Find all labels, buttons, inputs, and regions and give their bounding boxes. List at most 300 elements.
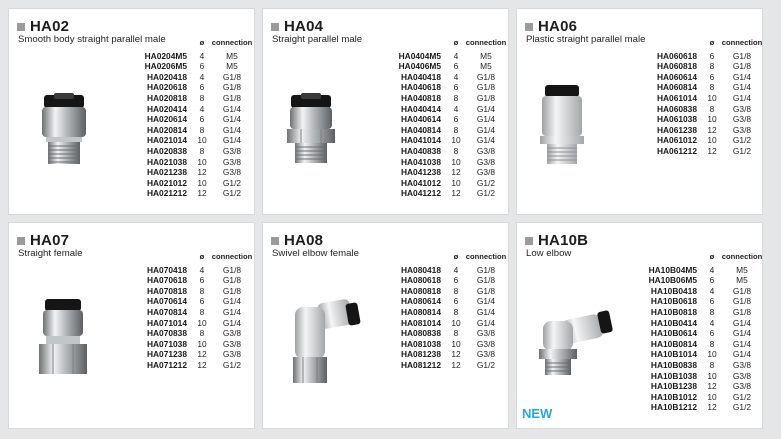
spec-table <box>117 38 253 199</box>
part-number-cell: HA040418 <box>400 71 441 82</box>
table-row <box>371 318 507 329</box>
product-panel-ha02 <box>8 8 255 215</box>
diameter-cell: 6 <box>453 82 459 93</box>
table-row <box>627 286 763 297</box>
connection-cell: G1/2 <box>476 359 496 370</box>
connection-cell: G3/8 <box>476 156 496 167</box>
part-number-cell: HA060614 <box>656 71 697 82</box>
connection-cell: M5 <box>736 275 748 286</box>
connection-cell: G1/4 <box>222 124 242 135</box>
table-row <box>627 51 763 62</box>
new-badge: NEW <box>522 406 553 421</box>
table-row <box>371 72 507 83</box>
product-code: HA06 <box>538 18 578 35</box>
connection-cell: G1/8 <box>732 296 752 307</box>
table-row <box>117 339 253 350</box>
table-row <box>117 318 253 329</box>
diameter-cell: 6 <box>199 82 205 93</box>
diameter-cell: 12 <box>451 167 461 178</box>
diameter-cell: 6 <box>199 114 205 125</box>
product-panel-ha04 <box>262 8 509 215</box>
table-row <box>627 360 763 371</box>
table-row <box>627 104 763 115</box>
product-panel-ha10b <box>516 222 763 429</box>
part-number-cell: HA020818 <box>146 92 187 103</box>
diameter-cell: 10 <box>707 135 717 146</box>
part-number-cell: HA071238 <box>146 349 187 360</box>
diameter-cell: 8 <box>709 359 715 370</box>
connection-cell: G1/4 <box>732 338 752 349</box>
table-row <box>627 82 763 93</box>
connection-cell: G3/8 <box>732 103 752 114</box>
connection-cell: G3/8 <box>732 124 752 135</box>
diameter-cell: 4 <box>199 103 205 114</box>
part-number-cell: HA061014 <box>656 92 697 103</box>
diameter-cell: 8 <box>453 285 459 296</box>
connection-cell: G1/4 <box>222 135 242 146</box>
part-number-cell: HA10B1014 <box>650 349 697 360</box>
connection-cell: G1/2 <box>732 402 752 413</box>
connection-header: connection <box>721 252 763 261</box>
diameter-cell: 4 <box>453 50 459 61</box>
diameter-header: ø <box>453 38 459 47</box>
connection-cell: G1/8 <box>732 306 752 317</box>
table-row <box>627 72 763 83</box>
diameter-cell: 4 <box>709 317 715 328</box>
diameter-cell: 8 <box>709 61 715 72</box>
connection-cell: G1/4 <box>222 103 242 114</box>
part-number-cell: HA10B0418 <box>650 285 697 296</box>
product-title: Straight female <box>18 248 83 259</box>
part-number-cell: HA071038 <box>146 338 187 349</box>
diameter-cell: 4 <box>453 264 459 275</box>
part-number-cell: HA10B0614 <box>650 328 697 339</box>
table-row <box>627 135 763 146</box>
part-number-cell: HA040818 <box>400 92 441 103</box>
connection-cell: G3/8 <box>222 349 242 360</box>
diameter-cell: 8 <box>709 103 715 114</box>
product-title: Swivel elbow female <box>272 248 359 259</box>
diameter-cell: 4 <box>453 103 459 114</box>
connection-cell: G3/8 <box>732 370 752 381</box>
straight-male-fitting-image <box>34 91 94 171</box>
diameter-cell: 10 <box>451 177 461 188</box>
connection-cell: G1/8 <box>222 275 242 286</box>
table-row <box>117 349 253 360</box>
table-row <box>371 167 507 178</box>
connection-cell: G1/8 <box>732 285 752 296</box>
part-number-cell: HA021238 <box>146 167 187 178</box>
table-row <box>371 146 507 157</box>
product-panel-ha08 <box>262 222 509 429</box>
table-row <box>627 371 763 382</box>
diameter-cell: 10 <box>451 135 461 146</box>
part-number-cell: HA070818 <box>146 285 187 296</box>
table-row <box>627 402 763 413</box>
part-number-cell: HA041238 <box>400 167 441 178</box>
table-row <box>371 93 507 104</box>
connection-cell: G1/2 <box>732 391 752 402</box>
spec-table <box>117 252 253 371</box>
table-row <box>117 296 253 307</box>
diameter-cell: 10 <box>197 317 207 328</box>
part-number-cell: HA020414 <box>146 103 187 114</box>
part-number-cell: HA020418 <box>146 71 187 82</box>
part-number-cell: HA060814 <box>656 82 697 93</box>
connection-cell: G3/8 <box>476 145 496 156</box>
table-row <box>117 178 253 189</box>
table-row <box>627 146 763 157</box>
part-number-cell: HA10B06M5 <box>648 275 697 286</box>
connection-cell: G3/8 <box>476 328 496 339</box>
connection-cell: G3/8 <box>732 359 752 370</box>
part-number-cell: HA10B0414 <box>650 317 697 328</box>
connection-cell: G1/8 <box>222 82 242 93</box>
connection-header: connection <box>211 252 253 261</box>
part-number-cell: HA041212 <box>400 188 441 199</box>
product-code: HA10B <box>538 232 589 249</box>
table-row <box>627 392 763 403</box>
table-row <box>371 275 507 286</box>
part-number-cell: HA081038 <box>400 338 441 349</box>
part-number-cell: HA081238 <box>400 349 441 360</box>
product-code: HA02 <box>30 18 70 35</box>
connection-cell: G1/4 <box>732 317 752 328</box>
table-row <box>371 61 507 72</box>
diameter-cell: 12 <box>707 124 717 135</box>
diameter-cell: 8 <box>199 92 205 103</box>
spec-table <box>371 252 507 371</box>
part-number-cell: HA10B1238 <box>650 381 697 392</box>
connection-cell: G3/8 <box>476 167 496 178</box>
connection-cell: G1/8 <box>476 275 496 286</box>
connection-header: connection <box>465 252 507 261</box>
product-title: Smooth body straight parallel male <box>18 34 166 45</box>
diameter-cell: 8 <box>453 124 459 135</box>
diameter-header: ø <box>709 38 715 47</box>
diameter-cell: 4 <box>709 264 715 275</box>
part-number-cell: HA061238 <box>656 124 697 135</box>
diameter-cell: 8 <box>709 82 715 93</box>
connection-cell: M5 <box>480 61 492 72</box>
diameter-cell: 10 <box>707 92 717 103</box>
plastic-straight-fitting-image <box>532 81 592 171</box>
diameter-cell: 6 <box>709 296 715 307</box>
table-row <box>117 146 253 157</box>
diameter-header: ø <box>199 38 205 47</box>
table-row <box>117 157 253 168</box>
table-row <box>117 82 253 93</box>
part-number-cell: HA080618 <box>400 275 441 286</box>
diameter-cell: 6 <box>453 275 459 286</box>
part-number-cell: HA10B0838 <box>650 359 697 370</box>
diameter-cell: 6 <box>199 61 205 72</box>
part-number-cell: HA070838 <box>146 328 187 339</box>
connection-cell: G1/2 <box>732 135 752 146</box>
part-number-cell: HA020838 <box>146 145 187 156</box>
connection-cell: G1/8 <box>476 285 496 296</box>
swivel-elbow-fitting-image <box>281 293 371 393</box>
connection-cell: G1/8 <box>732 50 752 61</box>
connection-cell: G1/4 <box>476 296 496 307</box>
part-number-cell: HA040614 <box>400 114 441 125</box>
bullet-square-icon <box>525 23 533 31</box>
table-row <box>371 349 507 360</box>
part-number-cell: HA061212 <box>656 145 697 156</box>
diameter-cell: 6 <box>453 296 459 307</box>
diameter-cell: 6 <box>709 328 715 339</box>
part-number-cell: HA10B0818 <box>650 306 697 317</box>
diameter-cell: 10 <box>707 391 717 402</box>
table-row <box>371 51 507 62</box>
connection-cell: G1/8 <box>222 285 242 296</box>
diameter-cell: 12 <box>451 359 461 370</box>
bullet-square-icon <box>271 23 279 31</box>
table-row <box>117 275 253 286</box>
diameter-cell: 8 <box>709 338 715 349</box>
connection-cell: G1/8 <box>222 92 242 103</box>
connection-header: connection <box>721 38 763 47</box>
connection-cell: G3/8 <box>222 167 242 178</box>
diameter-cell: 8 <box>453 306 459 317</box>
part-number-cell: HA10B1038 <box>650 370 697 381</box>
table-row <box>371 296 507 307</box>
part-number-cell: HA021012 <box>146 177 187 188</box>
diameter-cell: 8 <box>199 285 205 296</box>
diameter-cell: 10 <box>451 317 461 328</box>
part-number-cell: HA071014 <box>146 317 187 328</box>
part-number-cell: HA061012 <box>656 135 697 146</box>
table-row <box>627 61 763 72</box>
table-row <box>117 328 253 339</box>
diameter-cell: 8 <box>199 145 205 156</box>
diameter-cell: 6 <box>709 50 715 61</box>
part-number-cell: HA040814 <box>400 124 441 135</box>
table-row <box>371 265 507 276</box>
table-row <box>627 296 763 307</box>
part-number-cell: HA021038 <box>146 156 187 167</box>
part-number-cell: HA070814 <box>146 306 187 317</box>
diameter-cell: 10 <box>451 156 461 167</box>
connection-cell: G1/2 <box>476 188 496 199</box>
diameter-cell: 10 <box>197 177 207 188</box>
diameter-cell: 4 <box>199 50 205 61</box>
diameter-cell: 8 <box>199 124 205 135</box>
part-number-cell: HA020618 <box>146 82 187 93</box>
table-row <box>117 93 253 104</box>
table-row <box>627 381 763 392</box>
table-row <box>627 328 763 339</box>
connection-cell: G1/4 <box>732 82 752 93</box>
part-number-cell: HA0404M5 <box>398 50 441 61</box>
product-title: Low elbow <box>526 248 572 259</box>
table-row <box>371 135 507 146</box>
table-row <box>627 318 763 329</box>
table-row <box>117 307 253 318</box>
straight-male-hex-fitting-image <box>281 91 341 171</box>
diameter-header: ø <box>199 252 205 261</box>
part-number-cell: HA070614 <box>146 296 187 307</box>
low-elbow-fitting-image <box>535 301 625 381</box>
bullet-square-icon <box>17 23 25 31</box>
part-number-cell: HA0406M5 <box>398 61 441 72</box>
table-row <box>627 275 763 286</box>
table-row <box>371 178 507 189</box>
connection-cell: G1/8 <box>476 82 496 93</box>
connection-cell: G3/8 <box>732 114 752 125</box>
connection-cell: G3/8 <box>222 328 242 339</box>
table-row <box>117 188 253 199</box>
diameter-cell: 12 <box>197 359 207 370</box>
connection-cell: M5 <box>736 264 748 275</box>
part-number-cell: HA060618 <box>656 50 697 61</box>
part-number-cell: HA080838 <box>400 328 441 339</box>
part-number-cell: HA0204M5 <box>144 50 187 61</box>
table-row <box>371 125 507 136</box>
diameter-cell: 10 <box>707 114 717 125</box>
spec-table <box>371 38 507 199</box>
part-number-cell: HA10B1012 <box>650 391 697 402</box>
table-row <box>371 114 507 125</box>
table-row <box>627 349 763 360</box>
table-row <box>371 286 507 297</box>
connection-cell: G1/8 <box>476 264 496 275</box>
table-row <box>117 286 253 297</box>
diameter-cell: 10 <box>707 349 717 360</box>
connection-cell: G3/8 <box>476 349 496 360</box>
part-number-cell: HA060838 <box>656 103 697 114</box>
table-row <box>117 360 253 371</box>
diameter-cell: 6 <box>709 275 715 286</box>
part-number-cell: HA060818 <box>656 61 697 72</box>
diameter-cell: 4 <box>709 285 715 296</box>
connection-cell: G1/8 <box>732 61 752 72</box>
diameter-cell: 8 <box>199 306 205 317</box>
connection-cell: G1/4 <box>476 306 496 317</box>
table-row <box>117 51 253 62</box>
part-number-cell: HA10B0814 <box>650 338 697 349</box>
part-number-cell: HA040414 <box>400 103 441 114</box>
table-row <box>371 328 507 339</box>
part-number-cell: HA061038 <box>656 114 697 125</box>
table-row <box>117 135 253 146</box>
table-row <box>627 114 763 125</box>
connection-cell: G1/2 <box>222 177 242 188</box>
diameter-header: ø <box>453 252 459 261</box>
connection-cell: G1/8 <box>222 71 242 82</box>
table-row <box>627 339 763 350</box>
bullet-square-icon <box>271 237 279 245</box>
connection-cell: M5 <box>480 50 492 61</box>
part-number-cell: HA080418 <box>400 264 441 275</box>
connection-header: connection <box>465 38 507 47</box>
part-number-cell: HA10B1212 <box>650 402 697 413</box>
connection-cell: G1/4 <box>476 114 496 125</box>
table-row <box>117 167 253 178</box>
connection-cell: G1/2 <box>476 177 496 188</box>
part-number-cell: HA080614 <box>400 296 441 307</box>
diameter-cell: 4 <box>199 71 205 82</box>
table-row <box>117 125 253 136</box>
product-code: HA08 <box>284 232 324 249</box>
connection-cell: G1/2 <box>222 188 242 199</box>
diameter-cell: 8 <box>709 306 715 317</box>
connection-cell: M5 <box>226 50 238 61</box>
diameter-cell: 10 <box>197 135 207 146</box>
diameter-cell: 10 <box>707 370 717 381</box>
product-code: HA04 <box>284 18 324 35</box>
diameter-cell: 12 <box>707 145 717 156</box>
diameter-cell: 8 <box>453 145 459 156</box>
connection-cell: G1/4 <box>732 328 752 339</box>
connection-cell: G1/2 <box>222 359 242 370</box>
product-panel-ha07 <box>8 222 255 429</box>
diameter-cell: 12 <box>451 188 461 199</box>
part-number-cell: HA040618 <box>400 82 441 93</box>
diameter-header: ø <box>709 252 715 261</box>
table-row <box>627 125 763 136</box>
part-number-cell: HA041012 <box>400 177 441 188</box>
connection-cell: G1/8 <box>476 92 496 103</box>
product-title: Plastic straight parallel male <box>526 34 646 45</box>
table-row <box>627 93 763 104</box>
diameter-cell: 6 <box>199 275 205 286</box>
diameter-cell: 12 <box>707 381 717 392</box>
diameter-cell: 6 <box>199 296 205 307</box>
connection-cell: G1/4 <box>476 135 496 146</box>
diameter-cell: 12 <box>197 167 207 178</box>
table-row <box>371 360 507 371</box>
spec-table <box>627 252 763 413</box>
diameter-cell: 10 <box>451 338 461 349</box>
bullet-square-icon <box>17 237 25 245</box>
connection-cell: G1/8 <box>222 264 242 275</box>
diameter-cell: 12 <box>707 402 717 413</box>
connection-cell: G1/4 <box>222 296 242 307</box>
table-row <box>371 188 507 199</box>
diameter-cell: 8 <box>199 328 205 339</box>
connection-cell: G1/4 <box>732 71 752 82</box>
product-code: HA07 <box>30 232 70 249</box>
part-number-cell: HA081212 <box>400 359 441 370</box>
part-number-cell: HA021014 <box>146 135 187 146</box>
diameter-cell: 8 <box>453 328 459 339</box>
table-row <box>371 339 507 350</box>
part-number-cell: HA020814 <box>146 124 187 135</box>
connection-header: connection <box>211 38 253 47</box>
diameter-cell: 6 <box>453 61 459 72</box>
connection-cell: G3/8 <box>222 145 242 156</box>
part-number-cell: HA070618 <box>146 275 187 286</box>
diameter-cell: 6 <box>453 114 459 125</box>
straight-female-fitting-image <box>33 295 93 385</box>
connection-cell: G3/8 <box>222 156 242 167</box>
connection-cell: G1/4 <box>222 306 242 317</box>
diameter-cell: 10 <box>197 338 207 349</box>
diameter-cell: 4 <box>199 264 205 275</box>
part-number-cell: HA041038 <box>400 156 441 167</box>
diameter-cell: 12 <box>197 349 207 360</box>
connection-cell: G1/2 <box>732 145 752 156</box>
table-row <box>371 104 507 115</box>
part-number-cell: HA10B0618 <box>650 296 697 307</box>
connection-cell: G1/4 <box>222 114 242 125</box>
connection-cell: G3/8 <box>222 338 242 349</box>
table-row <box>117 104 253 115</box>
table-row <box>117 72 253 83</box>
part-number-cell: HA080814 <box>400 306 441 317</box>
connection-cell: G1/8 <box>476 71 496 82</box>
